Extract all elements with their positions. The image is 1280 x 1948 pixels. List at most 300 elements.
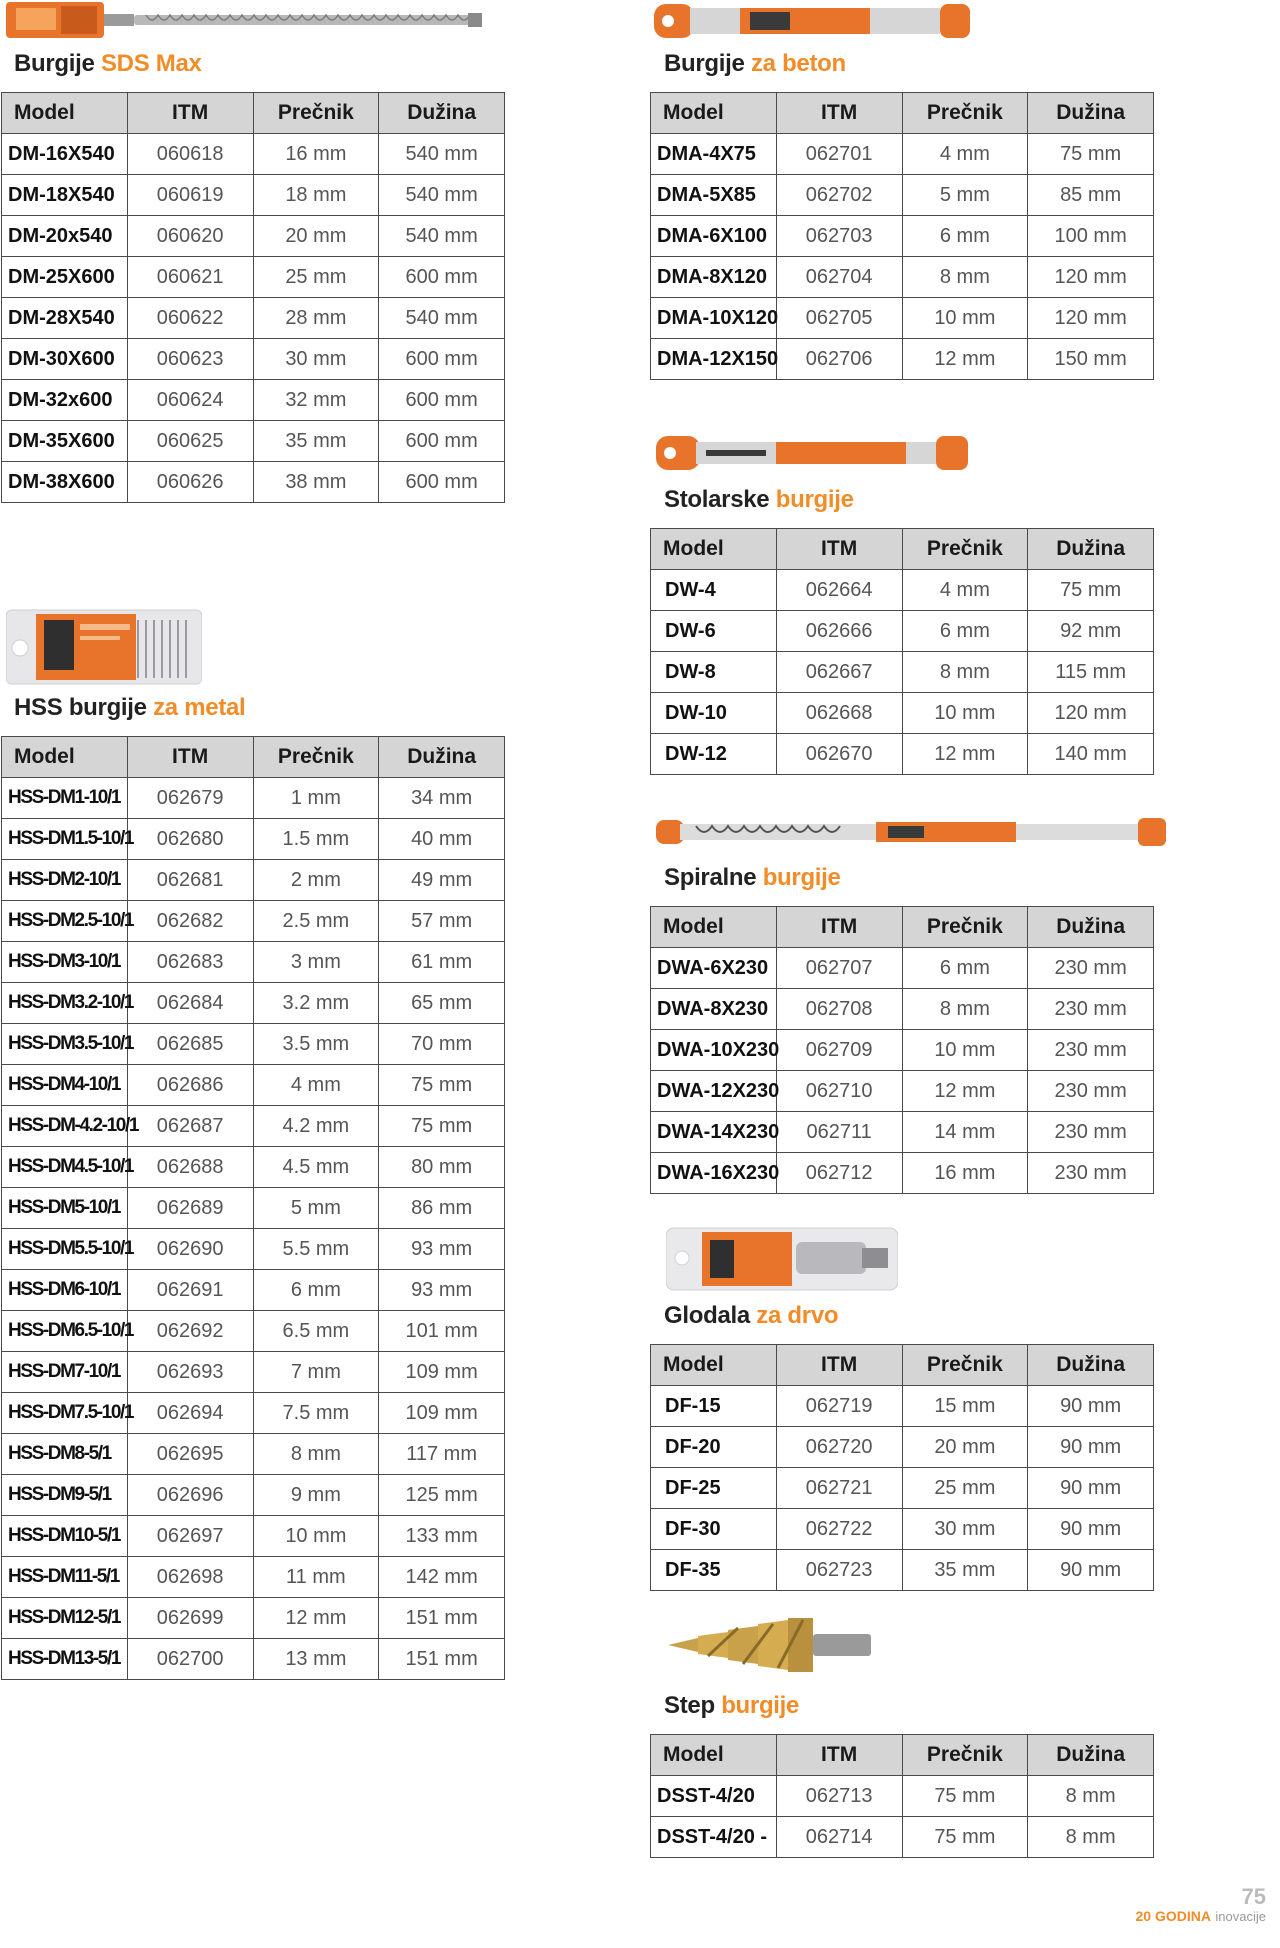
cell-length: 140 mm xyxy=(1028,734,1154,775)
section-heading-beton: Burgije za beton xyxy=(664,50,846,77)
col-header-itm: ITM xyxy=(776,1345,902,1386)
table-row xyxy=(651,298,1154,339)
cell-length: 101 mm xyxy=(379,1311,505,1352)
step-drill-bit-image xyxy=(668,1616,874,1674)
cell-model: DM-38X600 xyxy=(2,462,128,503)
cell-length: 109 mm xyxy=(379,1352,505,1393)
col-header-length: Dužina xyxy=(1028,1735,1154,1776)
cell-diameter: 6 mm xyxy=(902,216,1028,257)
cell-length: 92 mm xyxy=(1028,611,1154,652)
cell-itm: 060625 xyxy=(127,421,253,462)
cell-model: HSS-DM11-5/1 xyxy=(2,1557,128,1598)
cell-diameter: 9 mm xyxy=(253,1475,379,1516)
col-header-diameter: Prečnik xyxy=(902,1735,1028,1776)
cell-itm: 062699 xyxy=(127,1598,253,1639)
table-row xyxy=(651,652,1154,693)
cell-diameter: 25 mm xyxy=(253,257,379,298)
table-row xyxy=(2,1147,505,1188)
cell-length: 75 mm xyxy=(1028,134,1154,175)
cell-itm: 062688 xyxy=(127,1147,253,1188)
table-row xyxy=(2,175,505,216)
cell-model: DW-8 xyxy=(651,652,777,693)
cell-diameter: 4 mm xyxy=(253,1065,379,1106)
cell-model: DF-20 xyxy=(651,1427,777,1468)
cell-length: 600 mm xyxy=(379,462,505,503)
cell-diameter: 1 mm xyxy=(253,778,379,819)
cell-diameter: 3.5 mm xyxy=(253,1024,379,1065)
cell-itm: 062670 xyxy=(776,734,902,775)
cell-model: DMA-10X120 xyxy=(651,298,777,339)
cell-model: DSST-4/20 - xyxy=(651,1817,777,1858)
table-row xyxy=(651,1468,1154,1509)
cell-diameter: 8 mm xyxy=(253,1434,379,1475)
cell-itm: 062708 xyxy=(776,989,902,1030)
cell-length: 230 mm xyxy=(1028,1153,1154,1194)
table-row xyxy=(2,1311,505,1352)
spec-table-beton xyxy=(650,92,1154,380)
col-header-diameter: Prečnik xyxy=(902,1345,1028,1386)
table-row xyxy=(651,134,1154,175)
cell-diameter: 4 mm xyxy=(902,134,1028,175)
cell-model: DSST-4/20 xyxy=(651,1776,777,1817)
col-header-itm: ITM xyxy=(776,1735,902,1776)
cell-itm: 062722 xyxy=(776,1509,902,1550)
cell-model: HSS-DM3.5-10/1 xyxy=(2,1024,128,1065)
cell-itm: 062702 xyxy=(776,175,902,216)
cell-model: DMA-5X85 xyxy=(651,175,777,216)
cell-diameter: 16 mm xyxy=(253,134,379,175)
table-row xyxy=(2,1024,505,1065)
cell-model: DWA-16X230 xyxy=(651,1153,777,1194)
cell-length: 75 mm xyxy=(379,1065,505,1106)
cell-diameter: 12 mm xyxy=(902,1071,1028,1112)
cell-itm: 062692 xyxy=(127,1311,253,1352)
cell-model: HSS-DM2-10/1 xyxy=(2,860,128,901)
cell-itm: 062690 xyxy=(127,1229,253,1270)
cell-itm: 062706 xyxy=(776,339,902,380)
cell-diameter: 35 mm xyxy=(902,1550,1028,1591)
table-header-row xyxy=(2,93,505,134)
cell-length: 115 mm xyxy=(1028,652,1154,693)
cell-itm: 062711 xyxy=(776,1112,902,1153)
cell-length: 230 mm xyxy=(1028,1112,1154,1153)
cell-length: 142 mm xyxy=(379,1557,505,1598)
cell-length: 90 mm xyxy=(1028,1386,1154,1427)
cell-diameter: 12 mm xyxy=(253,1598,379,1639)
cell-model: DF-30 xyxy=(651,1509,777,1550)
table-header-row xyxy=(2,737,505,778)
table-header-row xyxy=(651,1345,1154,1386)
cell-diameter: 35 mm xyxy=(253,421,379,462)
cell-diameter: 2.5 mm xyxy=(253,901,379,942)
col-header-length: Dužina xyxy=(379,737,505,778)
spec-table-spiralne xyxy=(650,906,1154,1194)
cell-diameter: 11 mm xyxy=(253,1557,379,1598)
cell-itm: 062686 xyxy=(127,1065,253,1106)
cell-diameter: 12 mm xyxy=(902,734,1028,775)
brand-name: 20 GODINA xyxy=(1135,1908,1211,1924)
table-row xyxy=(2,1475,505,1516)
cell-diameter: 1.5 mm xyxy=(253,819,379,860)
cell-itm: 062681 xyxy=(127,860,253,901)
cell-length: 80 mm xyxy=(379,1147,505,1188)
cell-itm: 062664 xyxy=(776,570,902,611)
col-header-model: Model xyxy=(651,93,777,134)
cell-length: 75 mm xyxy=(1028,570,1154,611)
table-row xyxy=(2,1188,505,1229)
table-row xyxy=(651,1071,1154,1112)
cell-length: 75 mm xyxy=(379,1106,505,1147)
cell-diameter: 8 mm xyxy=(902,652,1028,693)
table-row xyxy=(651,693,1154,734)
cell-length: 90 mm xyxy=(1028,1468,1154,1509)
cell-length: 65 mm xyxy=(379,983,505,1024)
cell-diameter: 15 mm xyxy=(902,1386,1028,1427)
cell-length: 8 mm xyxy=(1028,1817,1154,1858)
table-row xyxy=(2,1352,505,1393)
cell-length: 120 mm xyxy=(1028,257,1154,298)
table-row xyxy=(2,216,505,257)
cell-length: 57 mm xyxy=(379,901,505,942)
cell-diameter: 30 mm xyxy=(902,1509,1028,1550)
table-row xyxy=(651,1153,1154,1194)
cell-itm: 062696 xyxy=(127,1475,253,1516)
cell-diameter: 14 mm xyxy=(902,1112,1028,1153)
table-row xyxy=(651,570,1154,611)
table-row xyxy=(651,1030,1154,1071)
cell-length: 150 mm xyxy=(1028,339,1154,380)
table-row xyxy=(651,1776,1154,1817)
cell-diameter: 10 mm xyxy=(902,1030,1028,1071)
table-row xyxy=(2,901,505,942)
cell-diameter: 16 mm xyxy=(902,1153,1028,1194)
cell-itm: 062705 xyxy=(776,298,902,339)
cell-diameter: 38 mm xyxy=(253,462,379,503)
cell-itm: 060621 xyxy=(127,257,253,298)
cell-length: 61 mm xyxy=(379,942,505,983)
cell-itm: 062698 xyxy=(127,1557,253,1598)
cell-itm: 062707 xyxy=(776,948,902,989)
table-row xyxy=(2,339,505,380)
cell-itm: 062719 xyxy=(776,1386,902,1427)
cell-model: DF-35 xyxy=(651,1550,777,1591)
cell-length: 93 mm xyxy=(379,1270,505,1311)
section-heading-stolarske: Stolarske burgije xyxy=(664,486,854,513)
table-row xyxy=(651,257,1154,298)
table-row xyxy=(2,942,505,983)
cell-length: 120 mm xyxy=(1028,298,1154,339)
cell-model: DF-15 xyxy=(651,1386,777,1427)
cell-model: DW-4 xyxy=(651,570,777,611)
cell-itm: 060624 xyxy=(127,380,253,421)
cell-model: HSS-DM4-10/1 xyxy=(2,1065,128,1106)
table-row xyxy=(651,216,1154,257)
cell-length: 151 mm xyxy=(379,1639,505,1680)
table-header-row xyxy=(651,907,1154,948)
cell-model: HSS-DM3-10/1 xyxy=(2,942,128,983)
cell-model: DM-32x600 xyxy=(2,380,128,421)
table-header-row xyxy=(651,1735,1154,1776)
col-header-length: Dužina xyxy=(1028,93,1154,134)
col-header-itm: ITM xyxy=(776,907,902,948)
cell-length: 125 mm xyxy=(379,1475,505,1516)
cell-itm: 062697 xyxy=(127,1516,253,1557)
table-row xyxy=(2,1639,505,1680)
cell-model: DM-20x540 xyxy=(2,216,128,257)
cell-model: HSS-DM10-5/1 xyxy=(2,1516,128,1557)
cell-model: HSS-DM13-5/1 xyxy=(2,1639,128,1680)
table-row xyxy=(2,257,505,298)
cell-diameter: 7 mm xyxy=(253,1352,379,1393)
cell-length: 85 mm xyxy=(1028,175,1154,216)
cell-length: 93 mm xyxy=(379,1229,505,1270)
col-header-diameter: Prečnik xyxy=(902,529,1028,570)
cell-length: 230 mm xyxy=(1028,1030,1154,1071)
cell-itm: 062687 xyxy=(127,1106,253,1147)
cell-model: DF-25 xyxy=(651,1468,777,1509)
cell-model: HSS-DM6.5-10/1 xyxy=(2,1311,128,1352)
cell-diameter: 28 mm xyxy=(253,298,379,339)
table-row xyxy=(2,421,505,462)
table-row xyxy=(2,819,505,860)
cell-itm: 062703 xyxy=(776,216,902,257)
brand-subtitle: inovacije xyxy=(1215,1909,1266,1924)
cell-diameter: 20 mm xyxy=(902,1427,1028,1468)
cell-diameter: 10 mm xyxy=(253,1516,379,1557)
table-row xyxy=(2,1516,505,1557)
cell-itm: 060619 xyxy=(127,175,253,216)
cell-length: 90 mm xyxy=(1028,1509,1154,1550)
section-heading-step: Step burgije xyxy=(664,1692,800,1719)
cell-itm: 062666 xyxy=(776,611,902,652)
cell-diameter: 4.2 mm xyxy=(253,1106,379,1147)
cell-diameter: 5 mm xyxy=(253,1188,379,1229)
cell-itm: 062683 xyxy=(127,942,253,983)
cell-diameter: 6 mm xyxy=(253,1270,379,1311)
section-heading-hss-metal: HSS burgije za metal xyxy=(14,694,246,721)
table-row xyxy=(651,611,1154,652)
cell-itm: 062685 xyxy=(127,1024,253,1065)
cell-model: DM-28X540 xyxy=(2,298,128,339)
cell-length: 230 mm xyxy=(1028,1071,1154,1112)
cell-model: HSS-DM-4.2-10/1 xyxy=(2,1106,128,1147)
cell-model: DWA-12X230 xyxy=(651,1071,777,1112)
cell-length: 49 mm xyxy=(379,860,505,901)
col-header-model: Model xyxy=(651,907,777,948)
cell-model: HSS-DM5-10/1 xyxy=(2,1188,128,1229)
table-row xyxy=(651,1386,1154,1427)
table-row xyxy=(2,1393,505,1434)
cell-length: 109 mm xyxy=(379,1393,505,1434)
cell-diameter: 8 mm xyxy=(902,257,1028,298)
cell-model: HSS-DM7.5-10/1 xyxy=(2,1393,128,1434)
col-header-model: Model xyxy=(651,1345,777,1386)
cell-itm: 062709 xyxy=(776,1030,902,1071)
table-row xyxy=(651,1817,1154,1858)
cell-model: DWA-6X230 xyxy=(651,948,777,989)
cell-itm: 060626 xyxy=(127,462,253,503)
cell-diameter: 32 mm xyxy=(253,380,379,421)
footer-logo xyxy=(1135,1884,1266,1926)
cell-model: DWA-14X230 xyxy=(651,1112,777,1153)
cell-itm: 062668 xyxy=(776,693,902,734)
cell-length: 90 mm xyxy=(1028,1427,1154,1468)
cell-diameter: 25 mm xyxy=(902,1468,1028,1509)
cell-itm: 062710 xyxy=(776,1071,902,1112)
cell-length: 133 mm xyxy=(379,1516,505,1557)
cell-model: HSS-DM3.2-10/1 xyxy=(2,983,128,1024)
cell-length: 86 mm xyxy=(379,1188,505,1229)
cell-diameter: 4 mm xyxy=(902,570,1028,611)
spec-table-stolarske xyxy=(650,528,1154,775)
cell-length: 540 mm xyxy=(379,175,505,216)
wood-drill-tube-image xyxy=(656,432,972,474)
cell-model: HSS-DM1-10/1 xyxy=(2,778,128,819)
cell-model: HSS-DM5.5-10/1 xyxy=(2,1229,128,1270)
col-header-itm: ITM xyxy=(127,737,253,778)
cell-diameter: 18 mm xyxy=(253,175,379,216)
table-row xyxy=(2,1434,505,1475)
cell-diameter: 4.5 mm xyxy=(253,1147,379,1188)
cell-length: 100 mm xyxy=(1028,216,1154,257)
col-header-length: Dužina xyxy=(379,93,505,134)
cell-itm: 062701 xyxy=(776,134,902,175)
spec-table-step xyxy=(650,1734,1154,1858)
cell-diameter: 7.5 mm xyxy=(253,1393,379,1434)
cell-model: DM-30X600 xyxy=(2,339,128,380)
cell-model: DMA-6X100 xyxy=(651,216,777,257)
cell-model: HSS-DM6-10/1 xyxy=(2,1270,128,1311)
cell-itm: 062721 xyxy=(776,1468,902,1509)
cell-length: 600 mm xyxy=(379,380,505,421)
table-row xyxy=(651,734,1154,775)
cell-diameter: 75 mm xyxy=(902,1776,1028,1817)
cell-itm: 060623 xyxy=(127,339,253,380)
col-header-model: Model xyxy=(651,529,777,570)
table-row xyxy=(651,1112,1154,1153)
cell-length: 90 mm xyxy=(1028,1550,1154,1591)
col-header-model: Model xyxy=(651,1735,777,1776)
cell-diameter: 6 mm xyxy=(902,611,1028,652)
cell-model: DM-16X540 xyxy=(2,134,128,175)
col-header-itm: ITM xyxy=(776,93,902,134)
cell-model: DW-6 xyxy=(651,611,777,652)
table-row xyxy=(651,948,1154,989)
cell-diameter: 30 mm xyxy=(253,339,379,380)
cell-diameter: 10 mm xyxy=(902,693,1028,734)
table-header-row xyxy=(651,529,1154,570)
spec-table-glodala xyxy=(650,1344,1154,1591)
cell-diameter: 10 mm xyxy=(902,298,1028,339)
cell-model: DMA-12X150 xyxy=(651,339,777,380)
cell-length: 540 mm xyxy=(379,216,505,257)
col-header-diameter: Prečnik xyxy=(253,93,379,134)
cell-itm: 062712 xyxy=(776,1153,902,1194)
cell-itm: 062680 xyxy=(127,819,253,860)
cell-diameter: 75 mm xyxy=(902,1817,1028,1858)
section-heading-sds-max: Burgije SDS Max xyxy=(14,50,202,77)
table-row xyxy=(2,298,505,339)
cell-length: 40 mm xyxy=(379,819,505,860)
cell-itm: 062695 xyxy=(127,1434,253,1475)
section-heading-spiralne: Spiralne burgije xyxy=(664,864,841,891)
cell-itm: 062691 xyxy=(127,1270,253,1311)
col-header-diameter: Prečnik xyxy=(253,737,379,778)
col-header-diameter: Prečnik xyxy=(902,93,1028,134)
table-row xyxy=(651,339,1154,380)
cell-diameter: 3 mm xyxy=(253,942,379,983)
cell-diameter: 12 mm xyxy=(902,339,1028,380)
cell-model: HSS-DM12-5/1 xyxy=(2,1598,128,1639)
cell-model: HSS-DM2.5-10/1 xyxy=(2,901,128,942)
table-row xyxy=(651,175,1154,216)
col-header-length: Dužina xyxy=(1028,907,1154,948)
table-row xyxy=(2,1065,505,1106)
table-row xyxy=(2,1598,505,1639)
table-row xyxy=(2,983,505,1024)
table-row xyxy=(2,860,505,901)
cell-itm: 060622 xyxy=(127,298,253,339)
table-row xyxy=(2,1229,505,1270)
cell-itm: 062694 xyxy=(127,1393,253,1434)
cell-model: HSS-DM4.5-10/1 xyxy=(2,1147,128,1188)
concrete-drill-tube-image xyxy=(654,0,974,42)
cell-model: HSS-DM8-5/1 xyxy=(2,1434,128,1475)
cell-diameter: 6 mm xyxy=(902,948,1028,989)
cell-model: DMA-4X75 xyxy=(651,134,777,175)
cell-length: 70 mm xyxy=(379,1024,505,1065)
col-header-itm: ITM xyxy=(776,529,902,570)
cell-length: 34 mm xyxy=(379,778,505,819)
cell-itm: 062684 xyxy=(127,983,253,1024)
cell-model: DW-10 xyxy=(651,693,777,734)
cell-itm: 062714 xyxy=(776,1817,902,1858)
hss-drill-set-image xyxy=(6,608,202,688)
cell-model: HSS-DM1.5-10/1 xyxy=(2,819,128,860)
cell-length: 540 mm xyxy=(379,134,505,175)
table-row xyxy=(2,1557,505,1598)
cell-length: 8 mm xyxy=(1028,1776,1154,1817)
table-row xyxy=(2,1106,505,1147)
cell-diameter: 20 mm xyxy=(253,216,379,257)
cell-itm: 062720 xyxy=(776,1427,902,1468)
cell-itm: 062704 xyxy=(776,257,902,298)
cell-length: 600 mm xyxy=(379,257,505,298)
cell-model: DM-35X600 xyxy=(2,421,128,462)
cell-model: HSS-DM9-5/1 xyxy=(2,1475,128,1516)
cell-diameter: 2 mm xyxy=(253,860,379,901)
cell-diameter: 6.5 mm xyxy=(253,1311,379,1352)
cell-itm: 060618 xyxy=(127,134,253,175)
cell-itm: 062713 xyxy=(776,1776,902,1817)
table-row xyxy=(2,462,505,503)
col-header-length: Dužina xyxy=(1028,1345,1154,1386)
cell-itm: 062679 xyxy=(127,778,253,819)
wood-router-bit-image xyxy=(666,1226,898,1292)
cell-model: HSS-DM7-10/1 xyxy=(2,1352,128,1393)
cell-diameter: 13 mm xyxy=(253,1639,379,1680)
section-heading-glodala: Glodala za drvo xyxy=(664,1302,839,1329)
cell-diameter: 5 mm xyxy=(902,175,1028,216)
page-number: 75 xyxy=(1241,1884,1266,1909)
spec-table-hss-metal xyxy=(1,736,505,1680)
cell-model: DM-18X540 xyxy=(2,175,128,216)
cell-length: 230 mm xyxy=(1028,948,1154,989)
cell-length: 117 mm xyxy=(379,1434,505,1475)
cell-itm: 062693 xyxy=(127,1352,253,1393)
sds-max-drill-bit-image xyxy=(6,0,486,42)
table-row xyxy=(2,380,505,421)
